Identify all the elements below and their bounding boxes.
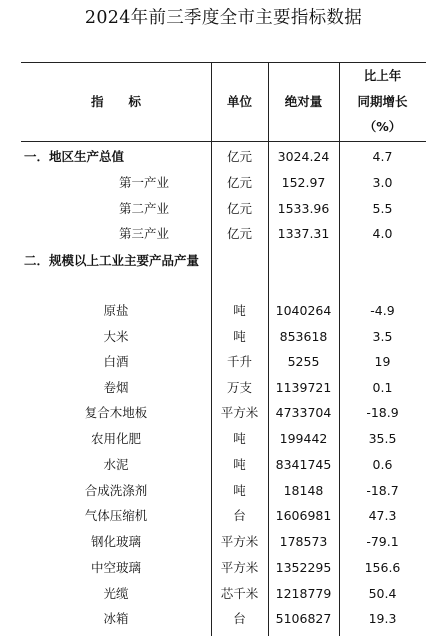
row-unit: 万支	[226, 380, 252, 395]
table-top-rule	[21, 62, 426, 63]
row-growth: -18.9	[366, 405, 399, 420]
row-growth: 4.0	[372, 226, 393, 241]
row-growth: 19	[374, 354, 391, 369]
row-absolute: 5255	[287, 354, 320, 369]
row-unit: 千升	[226, 354, 252, 369]
row-unit: 芯千米	[220, 586, 259, 601]
row-growth: -79.1	[366, 534, 399, 549]
section1-growth: 4.7	[372, 149, 393, 164]
row-growth: -18.7	[366, 483, 399, 498]
row-name: 第一产业	[119, 175, 170, 190]
row-name: 气体压缩机	[84, 508, 148, 523]
row-name: 卷烟	[103, 380, 129, 395]
header-bottom-rule	[21, 141, 426, 142]
row-name: 钢化玻璃	[90, 534, 141, 549]
row-unit: 吨	[233, 483, 246, 498]
row-name: 合成洗涤剂	[84, 483, 148, 498]
section1-name: 一．地区生产总值	[24, 149, 125, 164]
row-unit: 吨	[233, 431, 246, 446]
row-absolute: 4733704	[275, 405, 332, 420]
row-unit: 吨	[233, 329, 246, 344]
row-growth: 0.6	[372, 457, 393, 472]
row-absolute: 853618	[279, 329, 328, 344]
row-absolute: 1218779	[275, 586, 332, 601]
row-unit: 吨	[233, 457, 246, 472]
header-unit: 单位	[226, 94, 252, 109]
row-unit: 平方米	[220, 405, 259, 420]
row-unit: 亿元	[226, 226, 252, 241]
row-unit: 平方米	[220, 534, 259, 549]
row-growth: -4.9	[370, 303, 395, 318]
row-name: 光缆	[103, 586, 129, 601]
row-absolute: 1139721	[275, 380, 332, 395]
row-growth: 0.1	[372, 380, 393, 395]
row-growth: 3.0	[372, 175, 393, 190]
page-title: 2024年前三季度全市主要指标数据	[84, 8, 363, 28]
row-unit: 台	[233, 611, 246, 626]
row-absolute: 18148	[283, 483, 324, 498]
section1-absolute: 3024.24	[277, 149, 330, 164]
row-growth: 3.5	[372, 329, 393, 344]
row-name: 大米	[103, 329, 129, 344]
row-unit: 台	[233, 508, 246, 523]
header-indicator: 指 标	[90, 94, 141, 109]
row-absolute: 8341745	[275, 457, 332, 472]
row-absolute: 1606981	[275, 508, 332, 523]
row-unit: 吨	[233, 303, 246, 318]
row-name: 原盐	[103, 303, 129, 318]
row-growth: 47.3	[368, 508, 397, 523]
row-absolute: 152.97	[281, 175, 326, 190]
header-growth-line2: 同期增长	[357, 94, 408, 109]
row-growth: 35.5	[368, 431, 397, 446]
row-name: 中空玻璃	[90, 560, 141, 575]
row-name: 第三产业	[119, 226, 170, 241]
row-absolute: 1533.96	[277, 201, 330, 216]
row-growth: 156.6	[364, 560, 401, 575]
header-absolute: 绝对量	[284, 94, 323, 109]
row-absolute: 1337.31	[277, 226, 330, 241]
row-unit: 亿元	[226, 175, 252, 190]
row-absolute: 5106827	[275, 611, 332, 626]
row-unit: 平方米	[220, 560, 259, 575]
row-name: 冰箱	[103, 611, 129, 626]
row-name: 白酒	[103, 354, 129, 369]
row-absolute: 1352295	[275, 560, 332, 575]
section1-unit: 亿元	[226, 149, 252, 164]
header-growth-line3: （%）	[363, 119, 402, 134]
row-growth: 50.4	[368, 586, 397, 601]
row-absolute: 199442	[279, 431, 328, 446]
row-unit: 亿元	[226, 201, 252, 216]
row-name: 农用化肥	[90, 431, 141, 446]
row-absolute: 178573	[279, 534, 328, 549]
row-name: 水泥	[103, 457, 129, 472]
row-name: 复合木地板	[84, 405, 148, 420]
header-growth-line1: 比上年	[363, 68, 402, 83]
section2-name: 二．规模以上工业主要产品产量	[24, 253, 200, 268]
row-name: 第二产业	[119, 201, 170, 216]
row-growth: 19.3	[368, 611, 397, 626]
row-absolute: 1040264	[275, 303, 332, 318]
row-growth: 5.5	[372, 201, 393, 216]
